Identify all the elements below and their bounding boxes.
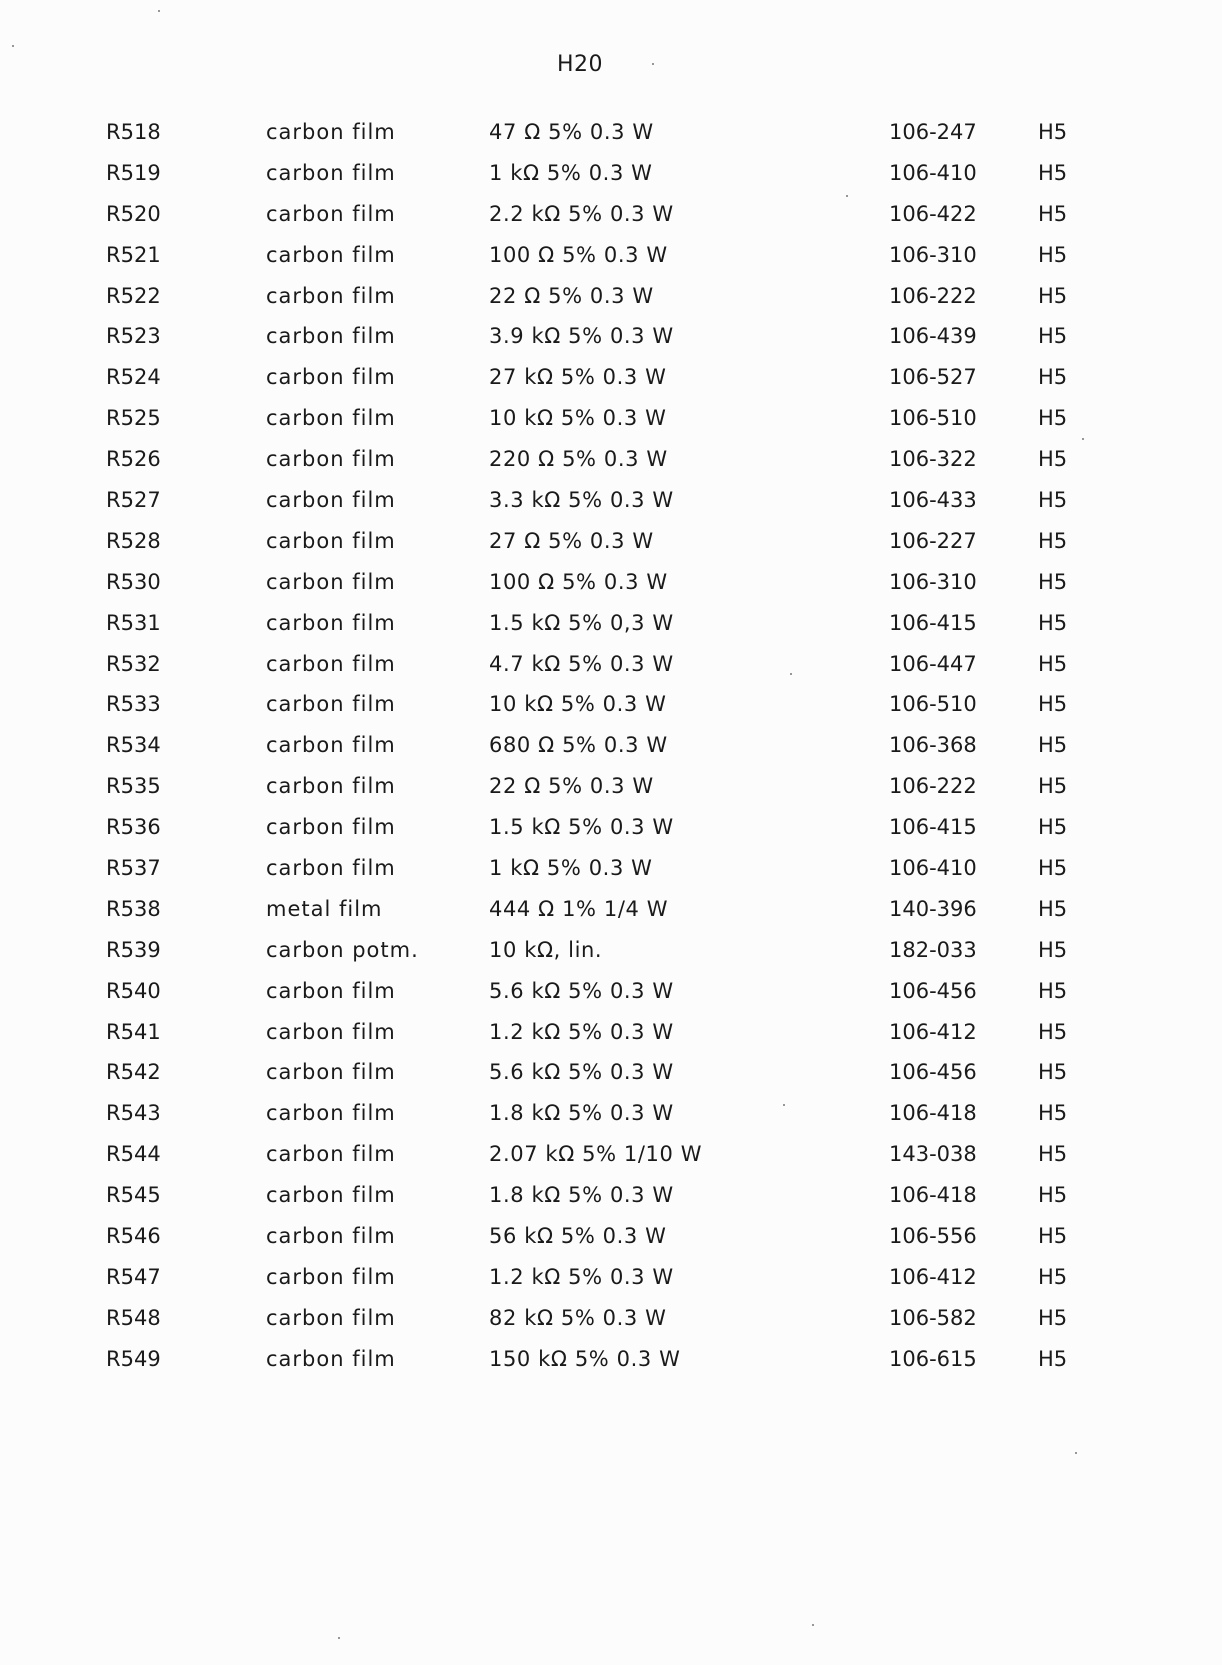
part-code: 106-456	[889, 978, 977, 1003]
part-value: 220 Ω 5% 0.3 W	[489, 447, 668, 472]
part-ref: R542	[106, 1060, 161, 1085]
parts-list	[0, 120, 1222, 1388]
table-row	[0, 897, 1222, 938]
part-code: 106-322	[889, 447, 977, 472]
table-row	[0, 1224, 1222, 1265]
part-value: 1.5 kΩ 5% 0,3 W	[489, 610, 674, 635]
part-location: H5	[1038, 610, 1068, 635]
part-ref: R538	[106, 896, 161, 921]
table-row	[0, 692, 1222, 733]
part-value: 5.6 kΩ 5% 0.3 W	[489, 1060, 674, 1085]
table-row	[0, 243, 1222, 284]
part-value: 10 kΩ 5% 0.3 W	[489, 692, 667, 717]
part-code: 106-447	[889, 651, 977, 676]
part-type: carbon film	[266, 1183, 396, 1208]
part-value: 47 Ω 5% 0.3 W	[489, 120, 654, 144]
part-value: 1 kΩ 5% 0.3 W	[489, 856, 653, 881]
part-ref: R544	[106, 1142, 161, 1167]
table-row	[0, 733, 1222, 774]
part-type: carbon film	[266, 324, 396, 349]
part-value: 444 Ω 1% 1/4 W	[489, 896, 669, 921]
part-value: 2.2 kΩ 5% 0.3 W	[489, 201, 674, 226]
part-ref: R531	[106, 610, 161, 635]
part-type: carbon film	[266, 365, 396, 390]
table-row	[0, 856, 1222, 897]
part-code: 106-433	[889, 488, 977, 513]
part-value: 4.7 kΩ 5% 0.3 W	[489, 651, 674, 676]
part-type: carbon film	[266, 733, 396, 758]
part-location: H5	[1038, 1183, 1068, 1208]
part-code: 106-415	[889, 815, 977, 840]
part-code: 106-418	[889, 1183, 977, 1208]
part-type: carbon film	[266, 1101, 396, 1126]
part-value: 1.2 kΩ 5% 0.3 W	[489, 1019, 674, 1044]
part-type: carbon potm.	[266, 937, 419, 962]
part-code: 106-310	[889, 242, 977, 267]
part-type: carbon film	[266, 528, 396, 553]
part-ref: R549	[106, 1346, 161, 1371]
part-location: H5	[1038, 365, 1068, 390]
page-title: H20	[556, 52, 604, 77]
part-location: H5	[1038, 283, 1068, 308]
table-row	[0, 611, 1222, 652]
part-ref: R540	[106, 978, 161, 1003]
part-value: 5.6 kΩ 5% 0.3 W	[489, 978, 674, 1003]
part-location: H5	[1038, 1101, 1068, 1126]
part-ref: R536	[106, 815, 161, 840]
part-ref: R520	[106, 201, 161, 226]
part-type: carbon film	[266, 692, 396, 717]
table-row	[0, 161, 1222, 202]
part-value: 100 Ω 5% 0.3 W	[489, 569, 668, 594]
table-row	[0, 406, 1222, 447]
part-code: 106-227	[889, 528, 977, 553]
table-row	[0, 447, 1222, 488]
part-value: 82 kΩ 5% 0.3 W	[489, 1305, 667, 1330]
part-type: carbon film	[266, 651, 396, 676]
part-code: 106-510	[889, 406, 977, 431]
scan-speck	[846, 195, 848, 197]
part-ref: R519	[106, 160, 161, 185]
part-type: carbon film	[266, 1224, 396, 1249]
part-location: H5	[1038, 896, 1068, 921]
part-ref: R518	[106, 120, 161, 144]
part-code: 106-615	[889, 1346, 977, 1371]
part-location: H5	[1038, 120, 1068, 144]
part-type: carbon film	[266, 1142, 396, 1167]
part-type: carbon film	[266, 242, 396, 267]
table-row	[0, 938, 1222, 979]
part-ref: R548	[106, 1305, 161, 1330]
part-ref: R527	[106, 488, 161, 513]
part-type: carbon film	[266, 1264, 396, 1289]
part-ref: R526	[106, 447, 161, 472]
part-value: 3.3 kΩ 5% 0.3 W	[489, 488, 674, 513]
part-value: 1.2 kΩ 5% 0.3 W	[489, 1264, 674, 1289]
part-type: carbon film	[266, 1346, 396, 1371]
part-value: 3.9 kΩ 5% 0.3 W	[489, 324, 674, 349]
part-ref: R530	[106, 569, 161, 594]
part-type: carbon film	[266, 447, 396, 472]
part-ref: R547	[106, 1264, 161, 1289]
part-code: 106-368	[889, 733, 977, 758]
part-ref: R534	[106, 733, 161, 758]
part-type: carbon film	[266, 610, 396, 635]
part-type: carbon film	[266, 856, 396, 881]
part-location: H5	[1038, 447, 1068, 472]
part-location: H5	[1038, 978, 1068, 1003]
part-code: 106-222	[889, 774, 977, 799]
table-row	[0, 1060, 1222, 1101]
part-location: H5	[1038, 1346, 1068, 1371]
part-code: 106-556	[889, 1224, 977, 1249]
part-location: H5	[1038, 1060, 1068, 1085]
scan-speck	[790, 673, 792, 675]
scan-speck	[812, 1624, 814, 1626]
table-row	[0, 1101, 1222, 1142]
part-code: 106-412	[889, 1019, 977, 1044]
scan-speck	[783, 1104, 785, 1106]
part-ref: R521	[106, 242, 161, 267]
scan-speck	[1082, 438, 1084, 440]
part-ref: R537	[106, 856, 161, 881]
part-value: 100 Ω 5% 0.3 W	[489, 242, 668, 267]
part-type: carbon film	[266, 488, 396, 513]
table-row	[0, 774, 1222, 815]
part-type: carbon film	[266, 120, 396, 144]
table-row	[0, 815, 1222, 856]
table-row	[0, 202, 1222, 243]
table-row	[0, 1265, 1222, 1306]
table-row	[0, 1020, 1222, 1061]
part-location: H5	[1038, 528, 1068, 553]
part-location: H5	[1038, 569, 1068, 594]
part-location: H5	[1038, 856, 1068, 881]
scan-speck	[652, 63, 654, 65]
part-type: carbon film	[266, 774, 396, 799]
part-value: 22 Ω 5% 0.3 W	[489, 283, 654, 308]
part-location: H5	[1038, 733, 1068, 758]
scan-speck	[12, 45, 14, 47]
table-row	[0, 488, 1222, 529]
part-ref: R533	[106, 692, 161, 717]
part-value: 27 Ω 5% 0.3 W	[489, 528, 654, 553]
scan-speck	[158, 10, 160, 12]
scan-speck	[338, 1637, 340, 1639]
part-value: 1.5 kΩ 5% 0.3 W	[489, 815, 674, 840]
part-code: 106-410	[889, 856, 977, 881]
table-row	[0, 324, 1222, 365]
table-row	[0, 979, 1222, 1020]
part-location: H5	[1038, 1142, 1068, 1167]
part-code: 106-456	[889, 1060, 977, 1085]
part-location: H5	[1038, 324, 1068, 349]
part-code: 106-422	[889, 201, 977, 226]
part-ref: R522	[106, 283, 161, 308]
part-value: 1 kΩ 5% 0.3 W	[489, 160, 653, 185]
part-value: 10 kΩ 5% 0.3 W	[489, 406, 667, 431]
part-type: carbon film	[266, 201, 396, 226]
part-value: 1.8 kΩ 5% 0.3 W	[489, 1183, 674, 1208]
part-value: 680 Ω 5% 0.3 W	[489, 733, 668, 758]
part-code: 106-415	[889, 610, 977, 635]
part-ref: R535	[106, 774, 161, 799]
part-code: 106-310	[889, 569, 977, 594]
part-code: 106-582	[889, 1305, 977, 1330]
part-location: H5	[1038, 815, 1068, 840]
part-location: H5	[1038, 201, 1068, 226]
part-value: 10 kΩ, lin.	[489, 937, 603, 962]
part-type: carbon film	[266, 160, 396, 185]
part-location: H5	[1038, 406, 1068, 431]
table-row	[0, 365, 1222, 406]
part-code: 106-439	[889, 324, 977, 349]
part-type: carbon film	[266, 406, 396, 431]
part-code: 106-222	[889, 283, 977, 308]
part-ref: R523	[106, 324, 161, 349]
part-ref: R524	[106, 365, 161, 390]
part-location: H5	[1038, 242, 1068, 267]
part-location: H5	[1038, 774, 1068, 799]
part-location: H5	[1038, 1305, 1068, 1330]
part-type: carbon film	[266, 1019, 396, 1044]
part-code: 106-247	[889, 120, 977, 144]
part-value: 27 kΩ 5% 0.3 W	[489, 365, 667, 390]
part-type: carbon film	[266, 978, 396, 1003]
part-ref: R539	[106, 937, 161, 962]
table-row	[0, 652, 1222, 693]
part-value: 2.07 kΩ 5% 1/10 W	[489, 1142, 703, 1167]
table-row	[0, 1306, 1222, 1347]
part-location: H5	[1038, 160, 1068, 185]
table-row	[0, 1347, 1222, 1388]
part-code: 106-510	[889, 692, 977, 717]
part-value: 22 Ω 5% 0.3 W	[489, 774, 654, 799]
part-ref: R528	[106, 528, 161, 553]
part-location: H5	[1038, 1224, 1068, 1249]
part-type: carbon film	[266, 1305, 396, 1330]
part-value: 1.8 kΩ 5% 0.3 W	[489, 1101, 674, 1126]
part-type: carbon film	[266, 283, 396, 308]
part-location: H5	[1038, 1019, 1068, 1044]
part-location: H5	[1038, 651, 1068, 676]
table-row	[0, 120, 1222, 161]
table-row	[0, 529, 1222, 570]
part-value: 150 kΩ 5% 0.3 W	[489, 1346, 681, 1371]
part-type: carbon film	[266, 1060, 396, 1085]
part-code: 106-410	[889, 160, 977, 185]
part-ref: R532	[106, 651, 161, 676]
part-type: carbon film	[266, 569, 396, 594]
part-type: carbon film	[266, 815, 396, 840]
part-location: H5	[1038, 692, 1068, 717]
part-code: 106-412	[889, 1264, 977, 1289]
part-location: H5	[1038, 1264, 1068, 1289]
part-code: 106-527	[889, 365, 977, 390]
table-row	[0, 284, 1222, 325]
part-ref: R546	[106, 1224, 161, 1249]
part-ref: R545	[106, 1183, 161, 1208]
table-row	[0, 570, 1222, 611]
table-row	[0, 1142, 1222, 1183]
part-code: 140-396	[889, 896, 977, 921]
part-code: 106-418	[889, 1101, 977, 1126]
scan-speck	[1075, 1452, 1077, 1454]
part-code: 182-033	[889, 937, 977, 962]
part-code: 143-038	[889, 1142, 977, 1167]
part-ref: R541	[106, 1019, 161, 1044]
part-ref: R525	[106, 406, 161, 431]
part-location: H5	[1038, 488, 1068, 513]
part-value: 56 kΩ 5% 0.3 W	[489, 1224, 667, 1249]
part-type: metal film	[266, 896, 383, 921]
table-row	[0, 1183, 1222, 1224]
part-ref: R543	[106, 1101, 161, 1126]
part-location: H5	[1038, 937, 1068, 962]
